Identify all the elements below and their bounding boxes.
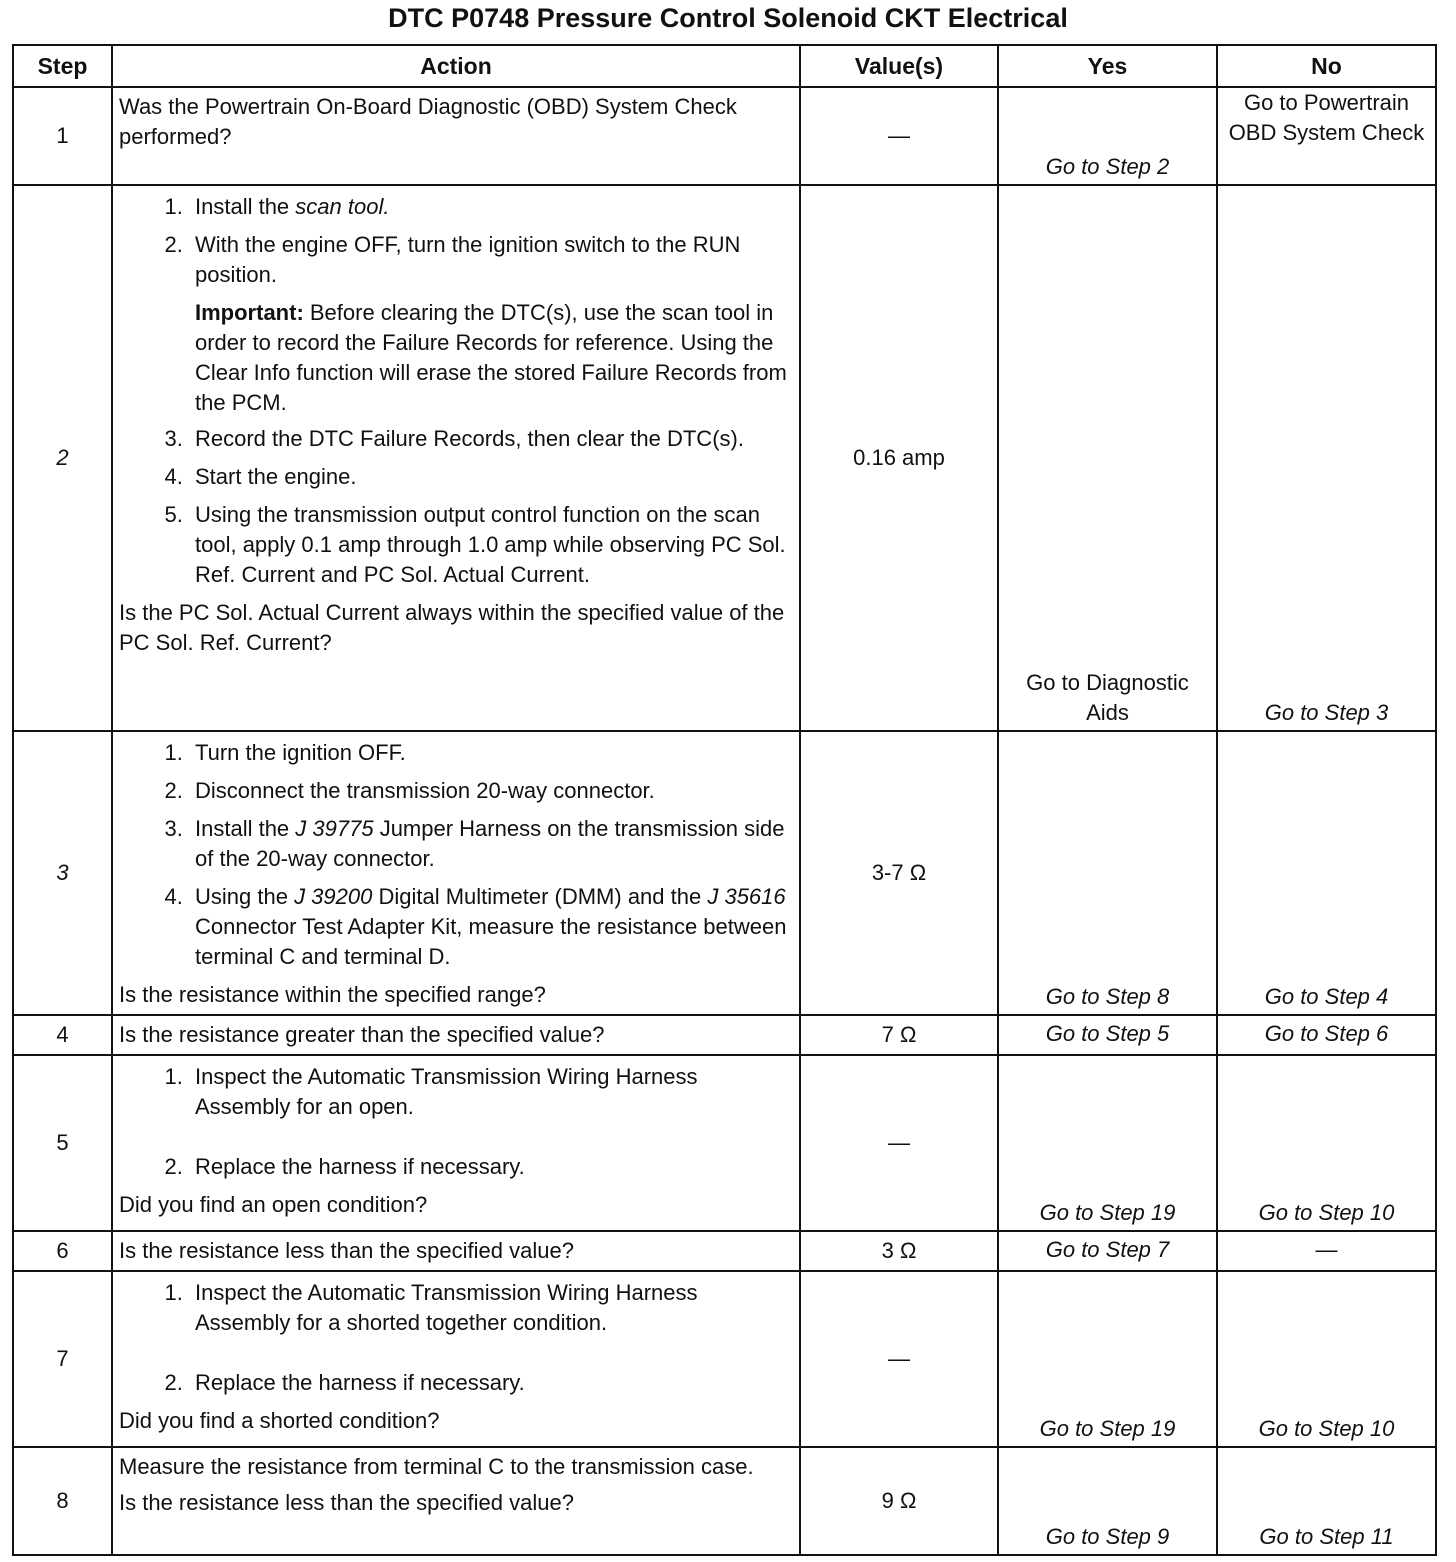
table-row — [13, 87, 1436, 185]
action-item: 3. Install the J 39775 Jumper Harness on the transmission side of the 20-way connector. — [189, 814, 793, 874]
action-question: Is the resistance greater than the specified value? — [119, 1022, 605, 1047]
value-cell: — — [800, 1055, 998, 1231]
table-row — [13, 185, 1436, 731]
action-intro: Measure the resistance from terminal C to the transmission case. — [119, 1454, 754, 1479]
action-item: 1. Install the scan tool. — [189, 192, 793, 222]
important-note: Important: Before clearing the DTC(s), use the scan tool in order to record the Failure Records for reference. Using the Clear Info function will erase the stored Failure Records from the PCM. — [195, 300, 787, 415]
action-question: Is the resistance less than the specified value? — [119, 1238, 574, 1263]
action-cell — [112, 731, 800, 1015]
action-item: 1. Turn the ignition OFF. — [189, 738, 793, 768]
no-cell: — — [1217, 1231, 1436, 1271]
header-yes: Yes — [998, 45, 1217, 87]
table-row — [13, 1015, 1436, 1055]
action-item: 3. Record the DTC Failure Records, then clear the DTC(s). — [189, 424, 793, 454]
no-cell: Go to Step 6 — [1217, 1015, 1436, 1055]
step-number: 2 — [13, 185, 112, 731]
table-row — [13, 731, 1436, 1015]
step-number: 5 — [13, 1055, 112, 1231]
action-item: 4. Start the engine. — [189, 462, 793, 492]
yes-cell: Go to Step 8 — [998, 731, 1217, 1015]
no-cell: Go to Step 4 — [1217, 731, 1436, 1015]
action-question: Is the PC Sol. Actual Current always within the specified value of the PC Sol. Ref. Current? — [119, 600, 785, 655]
action-item: 1. Inspect the Automatic Transmission Wiring Harness Assembly for an open. — [189, 1062, 793, 1122]
table-row — [13, 1447, 1436, 1555]
action-item: 2. Replace the harness if necessary. — [189, 1368, 793, 1398]
action-question: Is the resistance within the specified range? — [119, 982, 546, 1007]
value-cell: 7 Ω — [800, 1015, 998, 1055]
no-cell: Go to Step 10 — [1217, 1271, 1436, 1447]
yes-cell: Go to Diagnostic Aids — [998, 185, 1217, 731]
yes-cell: Go to Step 9 — [998, 1447, 1217, 1555]
action-question: Is the resistance less than the specified value? — [119, 1490, 574, 1515]
action-cell — [112, 1055, 800, 1231]
step-number: 1 — [13, 87, 112, 185]
step-number: 3 — [13, 731, 112, 1015]
yes-cell: Go to Step 19 — [998, 1271, 1217, 1447]
step-number: 4 — [13, 1015, 112, 1055]
action-cell — [112, 185, 800, 731]
header-action: Action — [112, 45, 800, 87]
step-number: 8 — [13, 1447, 112, 1555]
header-no: No — [1217, 45, 1436, 87]
diagnostic-table — [12, 44, 1437, 1556]
yes-cell: Go to Step 19 — [998, 1055, 1217, 1231]
header-values: Value(s) — [800, 45, 998, 87]
no-cell: Go to Step 10 — [1217, 1055, 1436, 1231]
page-title: DTC P0748 Pressure Control Solenoid CKT Electrical — [388, 3, 1068, 33]
action-item: 5. Using the transmission output control function on the scan tool, apply 0.1 amp through 1.0 amp while observing PC Sol. Ref. Current and PC Sol. Actual Current. — [189, 500, 793, 590]
action-item: 1. Inspect the Automatic Transmission Wiring Harness Assembly for a shorted together condition. — [189, 1278, 793, 1338]
action-cell — [112, 1015, 800, 1055]
action-question: Was the Powertrain On-Board Diagnostic (OBD) System Check performed? — [119, 94, 737, 149]
step-number: 7 — [13, 1271, 112, 1447]
action-item: 4. Using the J 39200 Digital Multimeter (DMM) and the J 35616 Connector Test Adapter Kit, measure the resistance between terminal C and terminal D. — [189, 882, 793, 972]
step-number: 6 — [13, 1231, 112, 1271]
action-question: Did you find an open condition? — [119, 1192, 428, 1217]
yes-cell: Go to Step 7 — [998, 1231, 1217, 1271]
table-row — [13, 1271, 1436, 1447]
action-question: Did you find a shorted condition? — [119, 1408, 440, 1433]
action-cell — [112, 1447, 800, 1555]
no-cell: Go to Step 11 — [1217, 1447, 1436, 1555]
no-cell: Go to Step 3 — [1217, 185, 1436, 731]
value-cell: 3 Ω — [800, 1231, 998, 1271]
action-item: 2. Replace the harness if necessary. — [189, 1152, 793, 1182]
value-cell: 9 Ω — [800, 1447, 998, 1555]
action-cell — [112, 1271, 800, 1447]
action-item: 2. With the engine OFF, turn the ignition switch to the RUN position. — [189, 230, 793, 290]
value-cell: — — [800, 1271, 998, 1447]
no-cell: Go to Powertrain OBD System Check — [1217, 87, 1436, 185]
yes-cell: Go to Step 5 — [998, 1015, 1217, 1055]
value-cell: 0.16 amp — [800, 185, 998, 731]
value-cell: 3-7 Ω — [800, 731, 998, 1015]
yes-cell: Go to Step 2 — [998, 87, 1217, 185]
table-header-row — [13, 45, 1436, 87]
table-row — [13, 1055, 1436, 1231]
action-item: 2. Disconnect the transmission 20-way connector. — [189, 776, 793, 806]
action-cell — [112, 1231, 800, 1271]
value-cell: — — [800, 87, 998, 185]
header-step: Step — [13, 45, 112, 87]
table-row — [13, 1231, 1436, 1271]
action-cell — [112, 87, 800, 185]
